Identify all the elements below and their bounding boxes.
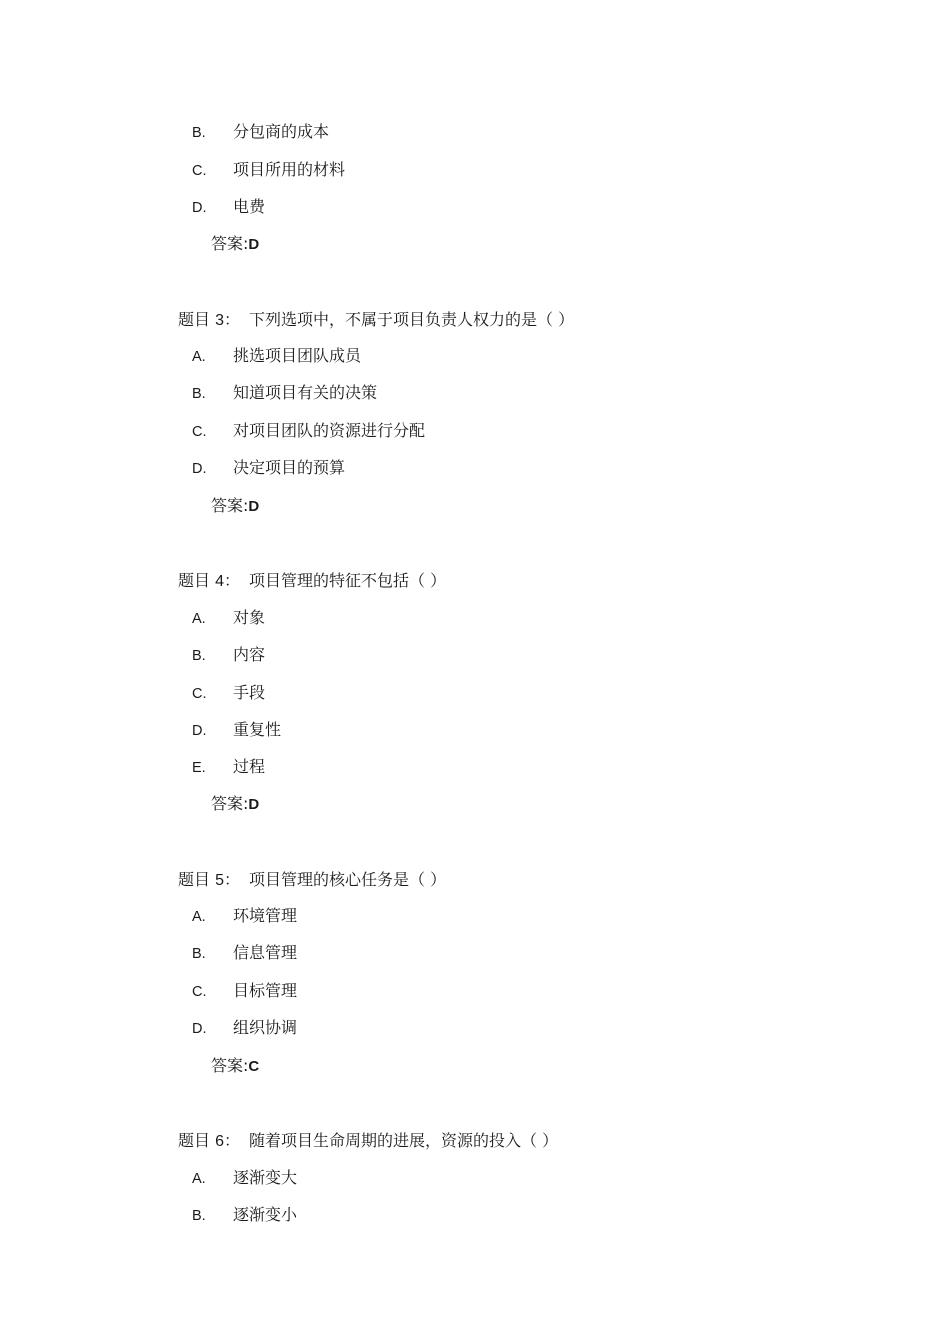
- answer-line: [211, 232, 259, 256]
- question-separator: ：: [224, 1131, 241, 1150]
- answer-line: [211, 1054, 259, 1078]
- question-number-value: 5: [215, 872, 225, 889]
- option-text: 挑选项目团队成员: [233, 346, 362, 365]
- option-text: 项目所用的材料: [233, 160, 346, 179]
- question-prefix: 题目: [178, 1131, 211, 1150]
- answer-label: 答案:: [211, 794, 249, 813]
- option-letter: B.: [192, 946, 206, 962]
- answer-line: [211, 792, 259, 816]
- option-letter: C.: [192, 163, 207, 179]
- question-separator: ：: [224, 870, 241, 889]
- option-letter: D.: [192, 723, 207, 739]
- option-text: 目标管理: [233, 981, 298, 1000]
- option-letter: C.: [192, 424, 207, 440]
- question-number: [178, 308, 249, 333]
- option-e: [192, 755, 265, 779]
- option-letter: D.: [192, 461, 207, 477]
- answer-value: D: [248, 498, 260, 515]
- question-prefix: 题目: [178, 310, 211, 329]
- question-text: 项目管理的特征不包括（ ）: [249, 571, 447, 590]
- option-letter: B.: [192, 1208, 206, 1224]
- question-4: [178, 569, 446, 593]
- option-letter: B.: [192, 648, 206, 664]
- question-3: [178, 308, 574, 332]
- question-5: [178, 868, 446, 892]
- option-d: [192, 718, 281, 742]
- option-d: [192, 456, 345, 480]
- option-text: 过程: [233, 757, 266, 776]
- option-letter: B.: [192, 125, 206, 141]
- question-number-value: 4: [215, 573, 225, 590]
- answer-line: [211, 494, 259, 518]
- option-text: 电费: [233, 197, 266, 216]
- option-b: [192, 381, 377, 405]
- option-text: 内容: [233, 645, 266, 664]
- answer-value: C: [248, 1058, 260, 1075]
- option-text: 知道项目有关的决策: [233, 383, 378, 402]
- option-c: [192, 681, 265, 705]
- option-text: 信息管理: [233, 943, 298, 962]
- option-text: 对象: [233, 608, 266, 627]
- option-b: [192, 643, 265, 667]
- option-letter: B.: [192, 386, 206, 402]
- answer-value: D: [248, 796, 260, 813]
- option-text: 逐渐变大: [233, 1168, 298, 1187]
- question-separator: ：: [224, 310, 241, 329]
- option-c: [192, 979, 297, 1003]
- question-text: 下列选项中，不属于项目负责人权力的是（ ）: [249, 310, 575, 329]
- option-text: 组织协调: [233, 1018, 298, 1037]
- question-text: 项目管理的核心任务是（ ）: [249, 870, 447, 889]
- question-6: [178, 1129, 558, 1153]
- question-number: [178, 868, 249, 893]
- answer-label: 答案:: [211, 1056, 249, 1075]
- option-letter: A.: [192, 1171, 206, 1187]
- option-a: [192, 344, 361, 368]
- option-d: [192, 195, 265, 219]
- option-letter: A.: [192, 349, 206, 365]
- answer-label: 答案:: [211, 496, 249, 515]
- option-letter: A.: [192, 611, 206, 627]
- option-letter: E.: [192, 760, 206, 776]
- question-number: [178, 569, 249, 594]
- option-text: 重复性: [233, 720, 282, 739]
- option-letter: D.: [192, 200, 207, 216]
- option-text: 环境管理: [233, 906, 298, 925]
- option-b: [192, 941, 297, 965]
- option-a: [192, 904, 297, 928]
- question-prefix: 题目: [178, 571, 211, 590]
- option-letter: D.: [192, 1021, 207, 1037]
- question-prefix: 题目: [178, 870, 211, 889]
- option-d: [192, 1016, 297, 1040]
- question-number-value: 3: [215, 312, 225, 329]
- answer-value: D: [248, 236, 260, 253]
- answer-label: 答案:: [211, 234, 249, 253]
- option-letter: A.: [192, 909, 206, 925]
- question-separator: ：: [224, 571, 241, 590]
- option-a: [192, 606, 265, 630]
- option-text: 决定项目的预算: [233, 458, 346, 477]
- option-letter: C.: [192, 984, 207, 1000]
- option-b: [192, 1203, 297, 1227]
- option-a: [192, 1166, 297, 1190]
- option-text: 分包商的成本: [233, 122, 330, 141]
- option-text: 对项目团队的资源进行分配: [233, 421, 426, 440]
- option-text: 逐渐变小: [233, 1205, 298, 1224]
- option-c: [192, 158, 345, 182]
- option-letter: C.: [192, 686, 207, 702]
- question-number-value: 6: [215, 1133, 225, 1150]
- option-c: [192, 419, 425, 443]
- option-text: 手段: [233, 683, 266, 702]
- question-number: [178, 1129, 249, 1154]
- option-b: [192, 120, 329, 144]
- question-text: 随着项目生命周期的进展，资源的投入（ ）: [249, 1131, 559, 1150]
